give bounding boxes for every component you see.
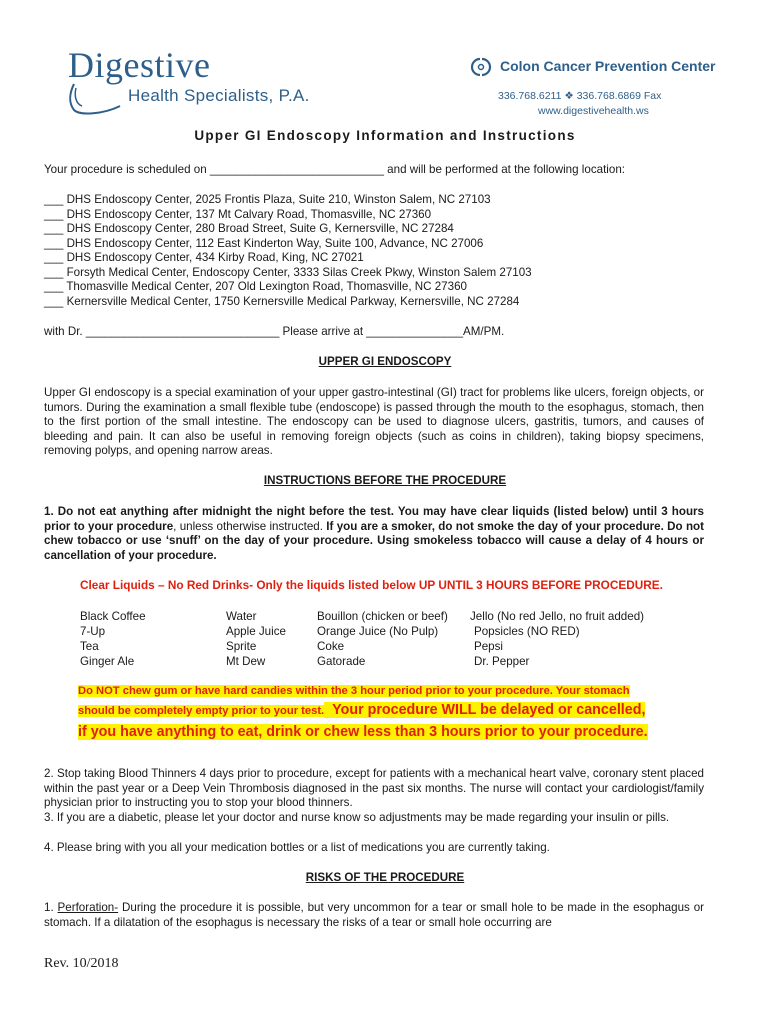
warning-line-3: if you have anything to eat, drink or chew less than 3 hours prior to your procedure. [78, 724, 648, 740]
liquid-item: Gatorade [317, 655, 366, 668]
location-item: ___ Forsyth Medical Center, Endoscopy Center, 3333 Silas Creek Pkwy, Winston Salem 27103 [44, 265, 532, 279]
revision-date: Rev. 10/2018 [44, 956, 119, 971]
instruction-item-1 [44, 505, 704, 563]
liquid-item: Jello (No red Jello, no fruit added) [470, 610, 644, 623]
instruction-item-2: 2. Stop taking Blood Thinners 4 days prior to procedure, except for patients with a mechanical heart valve, coronary stent placed within the past year or a Deep Vein Thrombosis diagnosed in the past six months. The nurse will contact your cardiologist/family physician prior to instructing you to stop your blood thinners. [44, 767, 704, 810]
liquid-item: Sprite [226, 640, 257, 653]
fasting-warning [78, 682, 706, 743]
instruction-1-tobacco: If you are a smoker, do not smoke the day of your procedure. Do not chew tobacco or use ‘snuff’ on the day of your procedure. Using smokeless tobacco will cause a delay of 4 hours or cancellation of your procedure. [44, 519, 704, 562]
doctor-arrival-line: with Dr. ______________________________ Please arrive at _______________AM/PM. [44, 325, 505, 338]
liquids-column-4 [470, 609, 644, 669]
location-item: ___ DHS Endoscopy Center, 112 East Kinderton Way, Suite 100, Advance, NC 27006 [44, 236, 484, 250]
risk-1-label: Perforation- [57, 901, 119, 914]
liquid-item: Ginger Ale [80, 655, 135, 668]
instruction-item-4: 4. Please bring with you all your medication bottles or a list of medications you are currently taking. [44, 841, 550, 854]
schedule-line: Your procedure is scheduled on ___________________________ and will be performed at the following location: [44, 163, 625, 176]
liquid-item: Orange Juice (No Pulp) [317, 625, 439, 638]
liquid-item: Mt Dew [226, 655, 266, 668]
section-heading-instructions: INSTRUCTIONS BEFORE THE PROCEDURE [263, 474, 507, 487]
location-item: ___ DHS Endoscopy Center, 434 Kirby Road, King, NC 27021 [44, 251, 364, 264]
liquid-item: Pepsi [474, 640, 504, 653]
section-heading-upper-gi: UPPER GI ENDOSCOPY [318, 355, 452, 368]
location-item: ___ Kernersville Medical Center, 1750 Kernersville Medical Parkway, Kernersville, NC 27284 [44, 294, 520, 308]
section-heading-risks: RISKS OF THE PROCEDURE [305, 871, 465, 884]
liquids-column-3 [317, 609, 448, 669]
ccpc-emblem-icon [468, 56, 494, 78]
liquids-column-1 [80, 609, 146, 669]
website-link[interactable]: www.digestivehealth.ws [538, 105, 649, 117]
upper-gi-description: Upper GI endoscopy is a special examination of your upper gastro-intestinal (GI) tract for problems like ulcers, foreign objects, or tumors. During the examination a small flexible tube (endoscope) is passed through the mouth to the esophagus, stomach, then to the first portion of the small intestine. The endoscopy can be used to diagnose ulcers, gastritis, tumors, and causes of bleeding and pain. It can also be useful in removing foreign objects (such as coins in children), taking biopsy specimens, removing polyps, and opening narrow areas. [44, 386, 704, 458]
location-item: ___ DHS Endoscopy Center, 280 Broad Street, Suite G, Kernersville, NC 27284 [44, 222, 454, 235]
center-name: Colon Cancer Prevention Center [500, 58, 716, 74]
page-title: Upper GI Endoscopy Information and Instructions [194, 128, 576, 143]
liquid-item: Tea [80, 640, 99, 653]
phone-fax-line: 336.768.6211 ❖ 336.768.6869 Fax [498, 90, 662, 102]
stomach-icon [64, 82, 124, 116]
liquid-item: Apple Juice [226, 625, 286, 638]
digestive-health-logo [62, 44, 322, 114]
liquid-item: Dr. Pepper [474, 655, 530, 668]
risk-1-number: 1. [44, 901, 58, 914]
instruction-item-3: 3. If you are a diabetic, please let your doctor and nurse know so adjustments may be made regarding your insulin or pills. [44, 811, 670, 824]
risk-item-1 [44, 901, 704, 930]
warning-line-2a: should be completely empty prior to your test. [78, 705, 325, 717]
warning-line-2b [324, 702, 332, 718]
warning-line-2c: Your procedure WILL be delayed or cancelled, [332, 702, 646, 718]
liquid-item: 7-Up [80, 625, 106, 638]
location-item: ___ DHS Endoscopy Center, 137 Mt Calvary Road, Thomasville, NC 27360 [44, 207, 432, 221]
liquid-item: Water [226, 610, 257, 623]
liquid-item: Popsicles (NO RED) [474, 625, 580, 638]
logo-sub-text: Health Specialists, P.A. [128, 86, 310, 105]
instruction-1-fasting: 1. Do not eat anything after midnight the night before the test. You may have clear liquids (listed below) until 3 hours prior to your procedure [44, 505, 704, 533]
instruction-1-note: , unless otherwise instructed. [173, 519, 327, 533]
liquid-item: Coke [317, 640, 345, 653]
risk-1-text: During the procedure it is possible, but very uncommon for a tear or small hole to be made in the esophagus or stomach. If a dilatation of the esophagus is necessary the risks of a tear or small hole occurring are [44, 901, 705, 929]
clear-liquids-heading: Clear Liquids – No Red Drinks- Only the liquids listed below UP UNTIL 3 HOURS BEFORE PROCEDURE. [80, 578, 663, 592]
warning-line-1: Do NOT chew gum or have hard candies within the 3 hour period prior to your procedure. Your stomach [78, 685, 630, 697]
location-item: ___ Thomasville Medical Center, 207 Old Lexington Road, Thomasville, NC 27360 [44, 280, 467, 293]
liquids-column-2 [226, 609, 286, 669]
logo-main-text: Digestive [68, 45, 211, 85]
liquid-item: Black Coffee [80, 610, 146, 623]
location-item: ___ DHS Endoscopy Center, 2025 Frontis Plaza, Suite 210, Winston Salem, NC 27103 [44, 193, 491, 206]
liquid-item: Bouillon (chicken or beef) [317, 610, 448, 623]
